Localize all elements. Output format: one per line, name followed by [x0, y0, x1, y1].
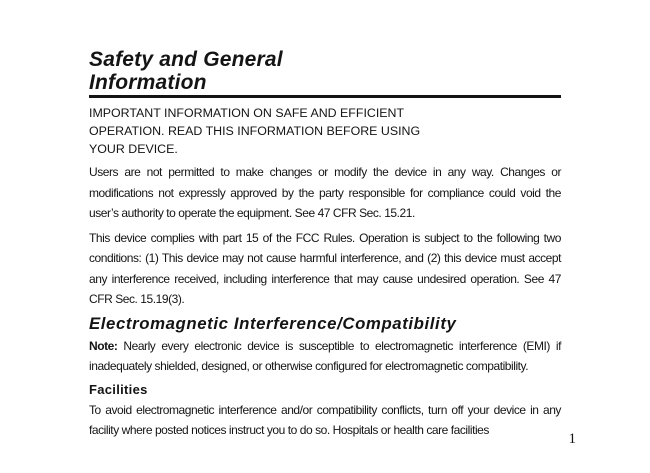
- facilities-paragraph: To avoid electromagnetic interference and/or compatibility conflicts, turn off your device in any facility where posted notices instruct you to do so. Hospitals or health care facilities: [89, 402, 561, 437]
- title-divider: [89, 95, 561, 98]
- modification-paragraph: Users are not permitted to make changes or modify the device in any way. Changes or modifications not expressly approved by the party responsible for compliance could void the user’s authority to operate the equipment. See 47 CFR Sec. 15.21.: [89, 165, 561, 220]
- page-content: [89, 48, 561, 445]
- note-text: Nearly every electronic device is susceptible to electromagnetic interference (EMI) if inadequately shielded, designed, or otherwise configured for electromagnetic compatibility.: [89, 338, 561, 373]
- emi-note-paragraph: [89, 336, 561, 377]
- important-notice: IMPORTANT INFORMATION ON SAFE AND EFFICIENT OPERATION. READ THIS INFORMATION BEFORE USING YOUR DEVICE.: [89, 106, 421, 156]
- page-number: 1: [568, 431, 576, 447]
- fcc-compliance-paragraph: This device complies with part 15 of the FCC Rules. Operation is subject to the following two conditions: (1) This device may not cause harmful interference, and (2) this device must accept any interference received, including interference that may cause undesired operation. See 47 CFR Sec. 15.19(3).: [89, 230, 561, 306]
- facilities-heading: Facilities: [89, 381, 148, 397]
- note-label: Note:: [89, 338, 118, 353]
- emi-section-heading: Electromagnetic Interference/Compatibility: [89, 313, 457, 333]
- page-title: Safety and General Information: [89, 48, 283, 94]
